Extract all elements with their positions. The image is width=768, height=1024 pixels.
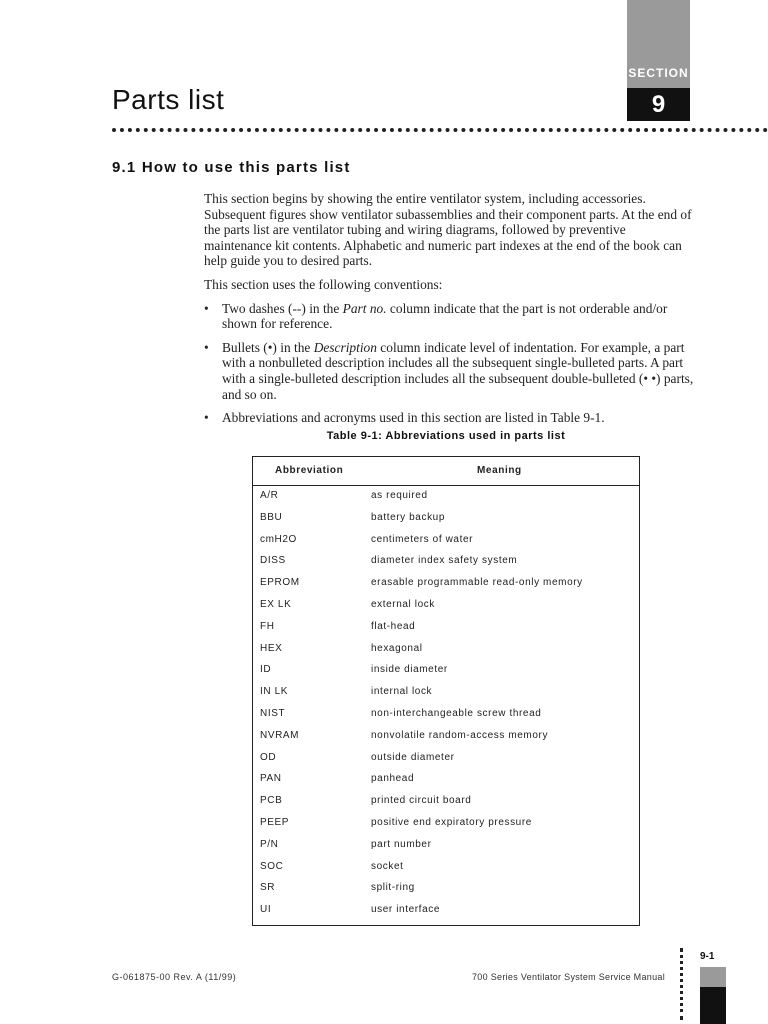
- table-row: [253, 508, 639, 530]
- column-name: Part no.: [342, 300, 387, 316]
- table-row: [253, 900, 639, 922]
- table-body: [253, 486, 639, 922]
- meaning-cell: printed circuit board: [371, 795, 472, 807]
- meaning-cell: socket: [371, 860, 404, 872]
- table-row: [253, 595, 639, 617]
- table-row: [253, 835, 639, 857]
- page-number: 9-1: [700, 951, 715, 962]
- table-row: [253, 791, 639, 813]
- meaning-cell: split-ring: [371, 882, 415, 894]
- table-row: [253, 660, 639, 682]
- meaning-cell: flat-head: [371, 620, 416, 632]
- abbreviation-cell: BBU: [260, 511, 283, 523]
- abbreviation-cell: HEX: [260, 642, 283, 654]
- meaning-cell: external lock: [371, 598, 435, 610]
- meaning-cell: part number: [371, 838, 432, 850]
- page-title: Parts list: [112, 84, 225, 115]
- meaning-cell: diameter index safety system: [371, 555, 518, 567]
- table-row: [253, 813, 639, 835]
- convention-item: [204, 410, 694, 426]
- meaning-cell: outside diameter: [371, 751, 455, 763]
- abbreviation-cell: SR: [260, 882, 276, 894]
- margin-dots: [680, 948, 683, 1020]
- meaning-cell: panhead: [371, 773, 415, 785]
- abbreviation-cell: OD: [260, 751, 277, 763]
- bullet-mark: •: [204, 410, 209, 426]
- abbreviation-cell: cmH2O: [260, 533, 297, 545]
- abbreviation-cell: IN LK: [260, 686, 289, 698]
- table-header-row: [253, 457, 639, 486]
- meaning-cell: nonvolatile random-access memory: [371, 729, 549, 741]
- abbreviations-table: [252, 456, 640, 926]
- abbreviation-cell: P/N: [260, 838, 279, 850]
- convention-text: Two dashes (--) in the: [222, 300, 343, 316]
- table-caption: Table 9-1: Abbreviations used in parts list: [326, 430, 566, 442]
- abbreviation-cell: PEEP: [260, 816, 290, 828]
- table-row: [253, 639, 639, 661]
- meaning-cell: centimeters of water: [371, 533, 474, 545]
- meaning-cell: as required: [371, 490, 428, 501]
- convention-text: Abbreviations and acronyms used in this section are listed in Table 9-1.: [222, 410, 605, 426]
- intro-paragraph: This section begins by showing the entire ventilator system, including accessories. Subsequent figures show ventilator subassemblies and their component parts. At the end of the parts list are ventilator tubing and wiring diagrams, followed by preventive maintenance kit contents. Alphabetic and numeric part indexes at the end of the book can help guide you to desired parts.: [204, 191, 692, 269]
- abbreviation-cell: PCB: [260, 795, 283, 807]
- meaning-cell: inside diameter: [371, 664, 448, 676]
- table-row: [253, 551, 639, 573]
- abbreviation-cell: EPROM: [260, 577, 300, 589]
- convention-item: [204, 301, 694, 332]
- convention-text: column indicate that the part is not orderable and/or shown for reference.: [222, 300, 668, 332]
- footer-doc-id: G-061875-00 Rev. A (11/99): [112, 972, 237, 982]
- dotted-rule: [112, 128, 768, 132]
- margin-tab-grey: [700, 967, 726, 987]
- abbreviation-cell: A/R: [260, 490, 279, 501]
- table-row: [253, 769, 639, 791]
- section-heading: 9.1 How to use this parts list: [112, 159, 351, 176]
- table-row: [253, 573, 639, 595]
- meaning-cell: internal lock: [371, 686, 433, 698]
- table-row: [253, 878, 639, 900]
- table-row: [253, 682, 639, 704]
- meaning-cell: non-interchangeable screw thread: [371, 707, 542, 719]
- table-row: [253, 486, 639, 508]
- abbreviation-cell: PAN: [260, 773, 282, 785]
- table-row: [253, 857, 639, 879]
- meaning-cell: erasable programmable read-only memory: [371, 577, 583, 589]
- table-row: [253, 530, 639, 552]
- header-abbreviation: Abbreviation: [275, 465, 344, 476]
- conventions-list: [204, 301, 694, 426]
- meaning-cell: user interface: [371, 904, 440, 916]
- column-name: Description: [313, 339, 377, 355]
- abbreviation-cell: DISS: [260, 555, 286, 567]
- abbreviation-cell: EX LK: [260, 598, 292, 610]
- table-row: [253, 617, 639, 639]
- abbreviation-cell: ID: [260, 664, 272, 676]
- convention-text: Bullets (•) in the: [222, 339, 314, 355]
- abbreviation-cell: SOC: [260, 860, 284, 872]
- table-row: [253, 748, 639, 770]
- meaning-cell: hexagonal: [371, 642, 423, 654]
- body-text: [204, 191, 694, 434]
- margin-tab-black: [700, 987, 726, 1024]
- meaning-cell: positive end expiratory pressure: [371, 816, 532, 828]
- bullet-mark: •: [204, 339, 209, 355]
- abbreviation-cell: FH: [260, 620, 275, 632]
- section-number: 9: [627, 88, 690, 121]
- meaning-cell: battery backup: [371, 511, 445, 523]
- abbreviation-cell: UI: [260, 904, 272, 916]
- convention-text: column indicate level of indentation. For example, a part with a nonbulleted description includes all the subsequent single-bulleted parts. A part with a single-bulleted description includes all the subsequent double-bulleted (• •) parts, and so on.: [222, 339, 694, 402]
- bullet-mark: •: [204, 300, 209, 316]
- table-row: [253, 726, 639, 748]
- header-meaning: Meaning: [477, 465, 522, 476]
- section-label: SECTION: [628, 66, 689, 80]
- convention-item: [204, 340, 694, 402]
- conventions-intro: This section uses the following conventions:: [204, 276, 443, 292]
- abbreviation-cell: NIST: [260, 707, 286, 719]
- table-row: [253, 704, 639, 726]
- footer-manual-title: 700 Series Ventilator System Service Manual: [472, 972, 665, 982]
- abbreviation-cell: NVRAM: [260, 729, 300, 741]
